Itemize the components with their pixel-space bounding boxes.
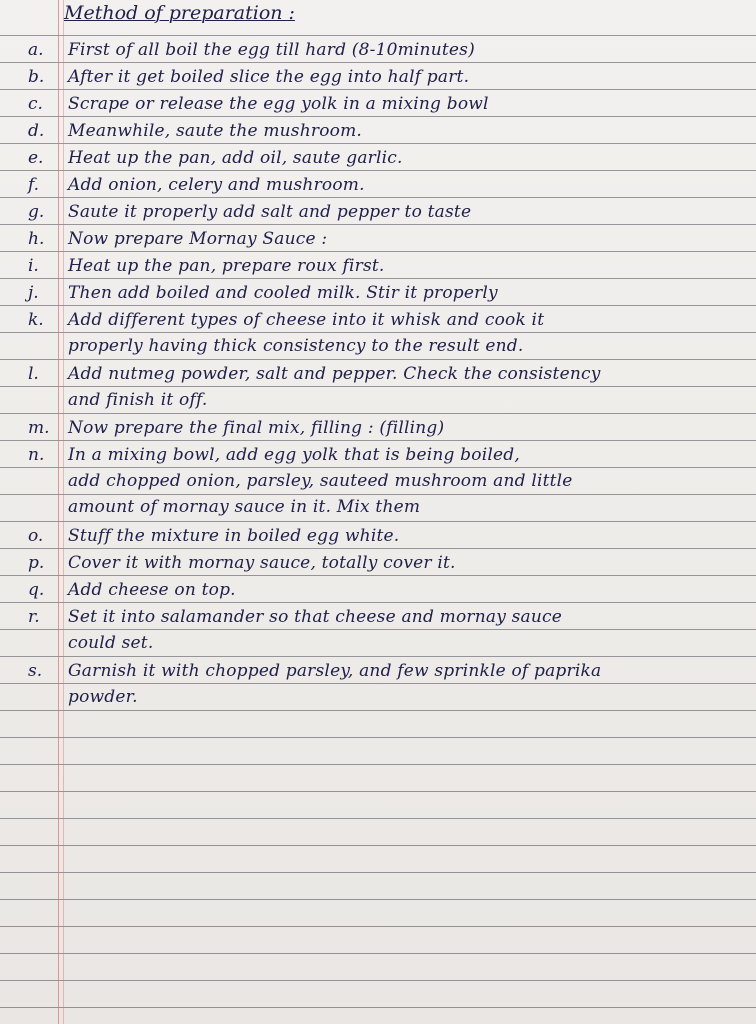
ruled-line <box>0 656 756 657</box>
step-text: and finish it off. <box>68 390 208 410</box>
ruled-line <box>0 899 756 900</box>
step-f <box>0 175 756 201</box>
step-r <box>0 607 756 653</box>
ruled-line <box>0 926 756 927</box>
ruled-line <box>0 1007 756 1008</box>
ruled-line <box>0 953 756 954</box>
step-text: Cover it with mornay sauce, totally cover it. <box>68 553 456 573</box>
step-n <box>0 445 756 517</box>
method-heading: Method of preparation : <box>64 2 295 24</box>
ruled-line <box>0 845 756 846</box>
step-text: Add onion, celery and mushroom. <box>68 175 365 195</box>
step-text: First of all boil the egg till hard (8-10minutes) <box>68 40 475 60</box>
step-marker: i. <box>28 256 39 276</box>
step-c <box>0 94 756 120</box>
step-marker: l. <box>28 364 39 384</box>
step-text: Saute it properly add salt and pepper to taste <box>68 202 472 222</box>
ruled-line <box>0 521 756 522</box>
step-text: Add cheese on top. <box>68 580 236 600</box>
step-p <box>0 553 756 579</box>
step-text: Heat up the pan, add oil, saute garlic. <box>68 148 403 168</box>
ruled-line <box>0 764 756 765</box>
step-text: could set. <box>68 633 154 653</box>
step-g <box>0 202 756 228</box>
step-marker: k. <box>28 310 44 330</box>
step-text: Meanwhile, saute the mushroom. <box>68 121 363 141</box>
step-text: Now prepare the final mix, filling : (filling) <box>68 418 445 438</box>
step-text: Set it into salamander so that cheese and mornay sauce <box>68 607 563 627</box>
step-marker: j. <box>28 283 39 303</box>
step-marker: g. <box>28 202 45 222</box>
step-text: Now prepare Mornay Sauce : <box>68 229 328 249</box>
step-text: Heat up the pan, prepare roux first. <box>68 256 385 276</box>
step-marker: a. <box>28 40 44 60</box>
step-k <box>0 310 756 356</box>
step-text: properly having thick consistency to the result end. <box>68 336 524 356</box>
step-h <box>0 229 756 255</box>
step-marker: m. <box>28 418 50 438</box>
ruled-line <box>0 737 756 738</box>
step-marker: e. <box>28 148 44 168</box>
step-marker: d. <box>28 121 45 141</box>
step-text: Add different types of cheese into it whisk and cook it <box>68 310 545 330</box>
step-marker: q. <box>28 580 45 600</box>
step-text: add chopped onion, parsley, sauteed mushroom and little <box>68 471 573 491</box>
step-text: powder. <box>68 687 138 707</box>
step-text: Scrape or release the egg yolk in a mixing bowl <box>68 94 489 114</box>
step-text: After it get boiled slice the egg into half part. <box>68 67 470 87</box>
step-e <box>0 148 756 174</box>
step-marker: s. <box>28 661 43 681</box>
step-text: Add nutmeg powder, salt and pepper. Check the consistency <box>68 364 601 384</box>
ruled-line <box>0 872 756 873</box>
step-marker: f. <box>28 175 40 195</box>
step-q <box>0 580 756 606</box>
step-text: amount of mornay sauce in it. Mix them <box>68 497 421 517</box>
ruled-line <box>0 413 756 414</box>
step-marker: c. <box>28 94 43 114</box>
step-text: In a mixing bowl, add egg yolk that is being boiled, <box>68 445 520 465</box>
step-marker: b. <box>28 67 45 87</box>
ruled-line <box>0 791 756 792</box>
step-text: Stuff the mixture in boiled egg white. <box>68 526 400 546</box>
step-m <box>0 418 756 444</box>
step-d <box>0 121 756 147</box>
step-marker: h. <box>28 229 45 249</box>
ruled-line <box>0 710 756 711</box>
step-marker: n. <box>28 445 45 465</box>
step-text: Garnish it with chopped parsley, and few sprinkle of paprika <box>68 661 602 681</box>
step-marker: o. <box>28 526 44 546</box>
step-text: Then add boiled and cooled milk. Stir it properly <box>68 283 498 303</box>
step-l <box>0 364 756 410</box>
ruled-line <box>0 494 756 495</box>
step-j <box>0 283 756 309</box>
step-o <box>0 526 756 552</box>
step-i <box>0 256 756 282</box>
step-b <box>0 67 756 93</box>
ruled-line <box>0 35 756 36</box>
step-s <box>0 661 756 707</box>
step-a <box>0 40 756 66</box>
ruled-line <box>0 359 756 360</box>
ruled-line <box>0 818 756 819</box>
step-marker: r. <box>28 607 40 627</box>
step-marker: p. <box>28 553 45 573</box>
ruled-line <box>0 980 756 981</box>
